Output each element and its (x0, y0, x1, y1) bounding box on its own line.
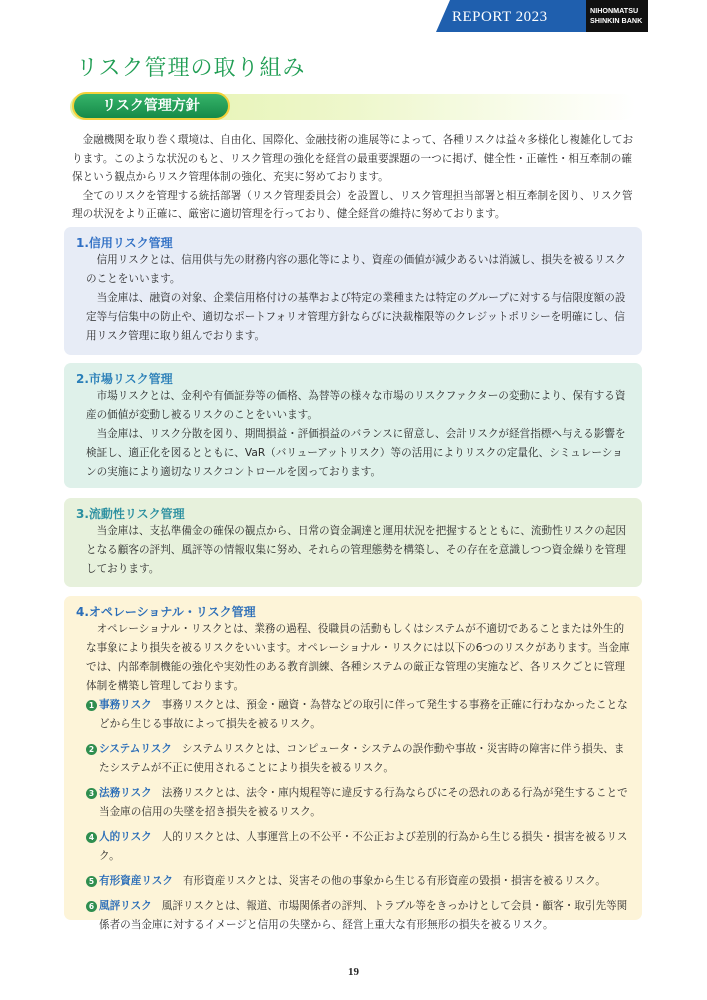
liquidity-risk-title: 3.流動性リスク管理 (76, 507, 185, 521)
risk-item-name: 人的リスク (99, 831, 152, 843)
page-title: リスク管理の取り組み (76, 56, 306, 81)
risk-item-name: システムリスク (99, 743, 172, 755)
number-badge-icon: 6 (86, 901, 97, 912)
risk-item (86, 872, 630, 891)
risk-item-name: 法務リスク (99, 787, 152, 799)
risk-item-name: 有形資産リスク (99, 875, 173, 887)
number-badge-icon: 5 (86, 876, 97, 887)
risk-item (86, 740, 630, 778)
operational-risk-title: 4.オペレーショナル・リスク管理 (76, 605, 256, 619)
credit-risk-paragraph: 当金庫は、融資の対象、企業信用格付けの基準および特定の業種または特定のグループに対する与信限度額の設定等与信集中の防止や、適切なポートフォリオ管理方針ならびに決裁権限等のクレジットポリシーを明確にし、信用リスク管理に取り組んでおります。 (86, 292, 626, 342)
risk-item-text: 事務リスクとは、預金・融資・為替などの取引に伴って発生する事務を正確に行わなかったことなどから生じる事故によって損失を被るリスク。 (99, 699, 628, 730)
risk-item-text: 法務リスクとは、法令・庫内規程等に違反する行為ならびにその恐れのある行為が発生することで当金庫の信用の失墜を招き損失を被るリスク。 (99, 787, 628, 818)
report-year-label: REPORT 2023 (452, 9, 548, 25)
liquidity-risk-paragraph: 当金庫は、支払準備金の確保の観点から、日常の資金調達と運用状況を把握するとともに、流動性リスクの起因となる顧客の評判、風評等の情報収集に努め、それらの管理態勢を構築し、その存在を意識しつつ資金繰りを管理しております。 (86, 525, 627, 575)
intro-paragraph: 全てのリスクを管理する統括部署（リスク管理委員会）を設置し、リスク管理担当部署と相互牽制を図り、リスク管理の状況をより正確に、厳密に適切管理を行っており、健全経営の維持に努めております。 (72, 189, 633, 220)
credit-risk-title: 1.信用リスク管理 (76, 236, 173, 250)
operational-risk-list (86, 696, 630, 935)
liquidity-risk-section (64, 498, 642, 587)
page-number: 19 (348, 966, 359, 978)
logo-line-2: SHINKIN BANK (590, 16, 643, 25)
market-risk-title: 2.市場リスク管理 (76, 372, 173, 386)
credit-risk-section (64, 227, 642, 355)
operational-risk-intro: オペレーショナル・リスクとは、業務の過程、役職員の活動もしくはシステムが不適切であることまたは外生的な事象により損失を被るリスクをいいます。オペレーショナル・リスクには以下の6つのリスクがあります。当金庫では、内部牽制機能の強化や実効性のある教育訓練、各種システムの厳正な管理の実施など、各リスクごとに管理体制を構築し管理しております。 (86, 623, 630, 692)
risk-item-text: 風評リスクとは、報道、市場関係者の評判、トラブル等をきっかけとして会員・顧客・取引先等関係者の当金庫に対するイメージと信用の失墜から、経営上重大な有形無形の損失を被るリスク。 (99, 900, 628, 931)
risk-item-text: 有形資産リスクとは、災害その他の事象から生じる有形資産の毀損・損害を被るリスク。 (182, 875, 606, 887)
number-badge-icon: 2 (86, 744, 97, 755)
risk-item (86, 696, 630, 734)
risk-item (86, 828, 630, 866)
number-badge-icon: 3 (86, 788, 97, 799)
market-risk-section (64, 363, 642, 488)
credit-risk-paragraph: 信用リスクとは、信用供与先の財務内容の悪化等により、資産の価値が減少あるいは消滅し、損失を被るリスクのことをいいます。 (86, 254, 626, 285)
number-badge-icon: 1 (86, 700, 97, 711)
risk-item (86, 897, 630, 935)
operational-risk-section (64, 596, 642, 931)
risk-item-text: 人的リスクとは、人事運営上の不公平・不公正および差別的行為から生じる損失・損害を被るリスク。 (99, 831, 628, 862)
risk-item (86, 784, 630, 822)
market-risk-paragraph: 市場リスクとは、金利や有価証券等の価格、為替等の様々な市場のリスクファクターの変動により、保有する資産の価値が変動し被るリスクのことをいいます。 (86, 390, 626, 421)
logo-line-1: NIHONMATSU (590, 6, 639, 15)
risk-item-name: 風評リスク (99, 900, 152, 912)
risk-item-name: 事務リスク (99, 699, 152, 711)
intro-paragraph: 金融機関を取り巻く環境は、自由化、国際化、金融技術の進展等によって、各種リスクは益々多様化し複雑化しております。このような状況のもと、リスク管理の強化を経営の最重要課題の一つに掲げ、健全性・正確性・相互牽制の確保という観点からリスク管理体制の強化、充実に努めております。 (72, 134, 634, 183)
number-badge-icon: 4 (86, 832, 97, 843)
market-risk-paragraph: 当金庫は、リスク分散を図り、期間損益・評価損益のバランスに留意し、会計リスクが経営指標へ与える影響を検証し、適正化を図るとともに、VaR（バリューアットリスク）等の活用によりリスクの定量化、シミュレーションの実施により適切なリスクコントロールを図っております。 (86, 428, 626, 478)
bank-logo (586, 0, 648, 32)
section-banner-title: リスク管理方針 (72, 92, 230, 120)
risk-item-text: システムリスクとは、コンピュータ・システムの誤作動や事故・災害時の障害に伴う損失、またシステムが不正に使用されることにより損失を被るリスク。 (99, 743, 625, 774)
intro-text (72, 131, 638, 224)
